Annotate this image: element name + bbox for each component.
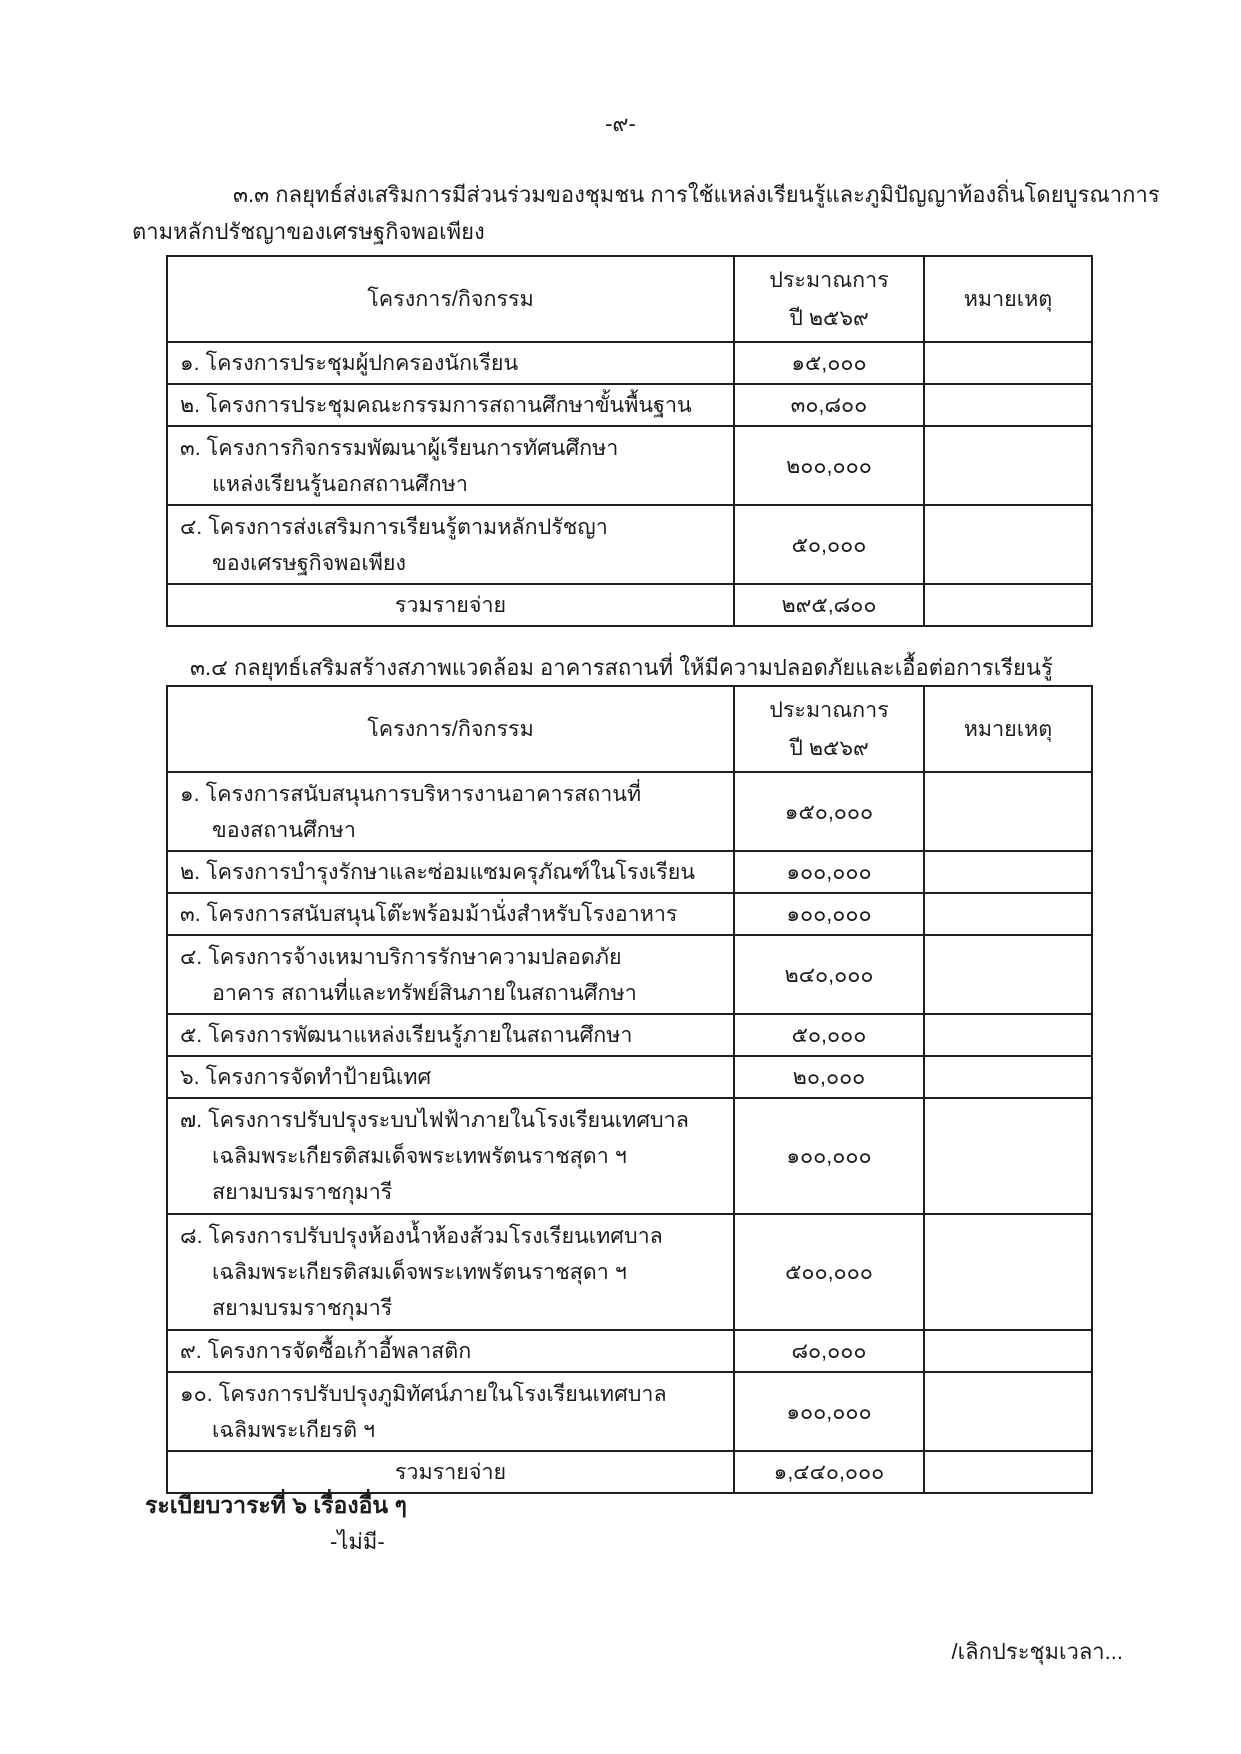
- project-name: ๔. โครงการส่งเสริมการเรียนรู้ตามหลักปรัชญา: [180, 514, 608, 539]
- remark-cell: [924, 935, 1092, 1014]
- remark-cell: [924, 584, 1092, 626]
- budget-table-3-4: [166, 685, 1093, 1494]
- section-3-3-heading: [132, 176, 1160, 250]
- project-name-continued: เฉลิมพระเกียรติสมเด็จพระเทพรัตนราชสุดา ฯ: [212, 1260, 627, 1284]
- col-header-remark: หมายเหตุ: [924, 256, 1092, 342]
- total-row: [167, 584, 1092, 626]
- total-value: ๒๙๕,๘๐๐: [734, 584, 924, 626]
- table-row: [167, 1372, 1092, 1451]
- col-header-remark: หมายเหตุ: [924, 686, 1092, 772]
- section-3-3-heading-line2: ตามหลักปรัชญาของเศรษฐกิจพอเพียง: [132, 219, 485, 244]
- table-row: [167, 1098, 1092, 1214]
- budget-value: ๒๐๐,๐๐๐: [734, 426, 924, 505]
- project-name-continued: แหล่งเรียนรู้นอกสถานศึกษา: [212, 471, 468, 496]
- agenda-6-heading: ระเบียบวาระที่ ๖ เรื่องอื่น ๆ: [145, 1492, 407, 1518]
- project-name-continued: สยามบรมราชกุมารี: [212, 1180, 393, 1204]
- col-header-budget-line2: ปี ๒๕๖๙: [789, 736, 869, 760]
- budget-value: ๑๐๐,๐๐๐: [734, 1372, 924, 1451]
- col-header-budget-line1: ประมาณการ: [769, 268, 889, 292]
- closing-note: /เลิกประชุมเวลา...: [951, 1639, 1123, 1664]
- table-row: [167, 505, 1092, 584]
- table-row: [167, 384, 1092, 426]
- total-label: รวมรายจ่าย: [167, 584, 734, 626]
- remark-cell: [924, 426, 1092, 505]
- remark-cell: [924, 1451, 1092, 1493]
- project-name: ๔. โครงการจ้างเหมาบริการรักษาความปลอดภัย: [180, 944, 622, 969]
- project-name: ๖. โครงการจัดทำป้ายนิเทศ: [180, 1065, 432, 1089]
- table-header-row: [167, 256, 1092, 342]
- remark-cell: [924, 851, 1092, 893]
- remark-cell: [924, 1330, 1092, 1372]
- section-3-4-heading-text: ๓.๔ กลยุทธ์เสริมสร้างสภาพแวดล้อม อาคารสถานที่ ให้มีความปลอดภัยและเอื้อต่อการเรียนรู้: [190, 655, 1053, 680]
- budget-value: ๑๐๐,๐๐๐: [734, 1098, 924, 1214]
- budget-value: ๑๕,๐๐๐: [734, 342, 924, 384]
- table-header-row: [167, 686, 1092, 772]
- total-label: รวมรายจ่าย: [167, 1451, 734, 1493]
- col-header-budget-line2: ปี ๒๕๖๙: [789, 306, 869, 330]
- table-row: [167, 1330, 1092, 1372]
- col-header-budget-line1: ประมาณการ: [769, 698, 889, 722]
- page-number: -๙-: [605, 111, 636, 136]
- table-row: [167, 426, 1092, 505]
- col-header-budget: [734, 686, 924, 772]
- table-row: [167, 893, 1092, 935]
- budget-value: ๑๐๐,๐๐๐: [734, 893, 924, 935]
- budget-value: ๒๐,๐๐๐: [734, 1056, 924, 1098]
- budget-table-3-3: [166, 255, 1093, 627]
- project-name: ๗. โครงการปรับปรุงระบบไฟฟ้าภายในโรงเรียนเทศบาล: [180, 1108, 689, 1132]
- project-name: ๘. โครงการปรับปรุงห้องน้ำห้องส้วมโรงเรียนเทศบาล: [180, 1224, 663, 1248]
- total-value: ๑,๔๔๐,๐๐๐: [734, 1451, 924, 1493]
- project-name: ๙. โครงการจัดซื้อเก้าอี้พลาสติก: [180, 1339, 472, 1363]
- project-name: ๑๐. โครงการปรับปรุงภูมิทัศน์ภายในโรงเรียนเทศบาล: [180, 1381, 667, 1406]
- project-name: ๓. โครงการสนับสนุนโต๊ะพร้อมม้านั่งสำหรับโรงอาหาร: [180, 902, 678, 926]
- budget-value: ๕๐,๐๐๐: [734, 505, 924, 584]
- budget-value: ๕๐,๐๐๐: [734, 1014, 924, 1056]
- total-row: [167, 1451, 1092, 1493]
- section-3-4-heading: [132, 650, 1132, 685]
- project-name: ๓. โครงการกิจกรรมพัฒนาผู้เรียนการทัศนศึกษา: [180, 435, 619, 460]
- remark-cell: [924, 505, 1092, 584]
- remark-cell: [924, 384, 1092, 426]
- project-name: ๒. โครงการประชุมคณะกรรมการสถานศึกษาขั้นพื้นฐาน: [180, 393, 692, 417]
- project-name: ๑. โครงการประชุมผู้ปกครองนักเรียน: [180, 351, 519, 375]
- col-header-project: โครงการ/กิจกรรม: [167, 256, 734, 342]
- project-name-continued: สยามบรมราชกุมารี: [212, 1296, 393, 1320]
- project-name-continued: ของสถานศึกษา: [212, 817, 356, 842]
- remark-cell: [924, 1372, 1092, 1451]
- col-header-budget: [734, 256, 924, 342]
- project-name: ๑. โครงการสนับสนุนการบริหารงานอาคารสถานที่: [180, 781, 642, 806]
- table-row: [167, 851, 1092, 893]
- remark-cell: [924, 1014, 1092, 1056]
- remark-cell: [924, 342, 1092, 384]
- project-name-continued: เฉลิมพระเกียรติ ฯ: [212, 1417, 376, 1442]
- table-row: [167, 1056, 1092, 1098]
- remark-cell: [924, 1056, 1092, 1098]
- budget-value: ๓๐,๘๐๐: [734, 384, 924, 426]
- project-name: ๕. โครงการพัฒนาแหล่งเรียนรู้ภายในสถานศึกษา: [180, 1023, 633, 1047]
- agenda-6-body: -ไม่มี-: [330, 1529, 385, 1554]
- remark-cell: [924, 772, 1092, 851]
- section-3-3-heading-line1: ๓.๓ กลยุทธ์ส่งเสริมการมีส่วนร่วมของชุมชน การใช้แหล่งเรียนรู้และภูมิปัญญาท้องถิ่นโดยบูรณาการ: [233, 182, 1160, 207]
- table-row: [167, 1214, 1092, 1330]
- table-row: [167, 935, 1092, 1014]
- table-row: [167, 1014, 1092, 1056]
- col-header-project: โครงการ/กิจกรรม: [167, 686, 734, 772]
- project-name: ๒. โครงการบำรุงรักษาและซ่อมแซมครุภัณฑ์ในโรงเรียน: [180, 860, 696, 884]
- remark-cell: [924, 893, 1092, 935]
- project-name-continued: อาคาร สถานที่และทรัพย์สินภายในสถานศึกษา: [212, 980, 637, 1005]
- table-row: [167, 342, 1092, 384]
- remark-cell: [924, 1098, 1092, 1214]
- project-name-continued: เฉลิมพระเกียรติสมเด็จพระเทพรัตนราชสุดา ฯ: [212, 1144, 627, 1168]
- budget-value: ๕๐๐,๐๐๐: [734, 1214, 924, 1330]
- budget-value: ๘๐,๐๐๐: [734, 1330, 924, 1372]
- budget-value: ๑๕๐,๐๐๐: [734, 772, 924, 851]
- budget-value: ๑๐๐,๐๐๐: [734, 851, 924, 893]
- project-name-continued: ของเศรษฐกิจพอเพียง: [212, 550, 407, 575]
- table-row: [167, 772, 1092, 851]
- budget-value: ๒๔๐,๐๐๐: [734, 935, 924, 1014]
- remark-cell: [924, 1214, 1092, 1330]
